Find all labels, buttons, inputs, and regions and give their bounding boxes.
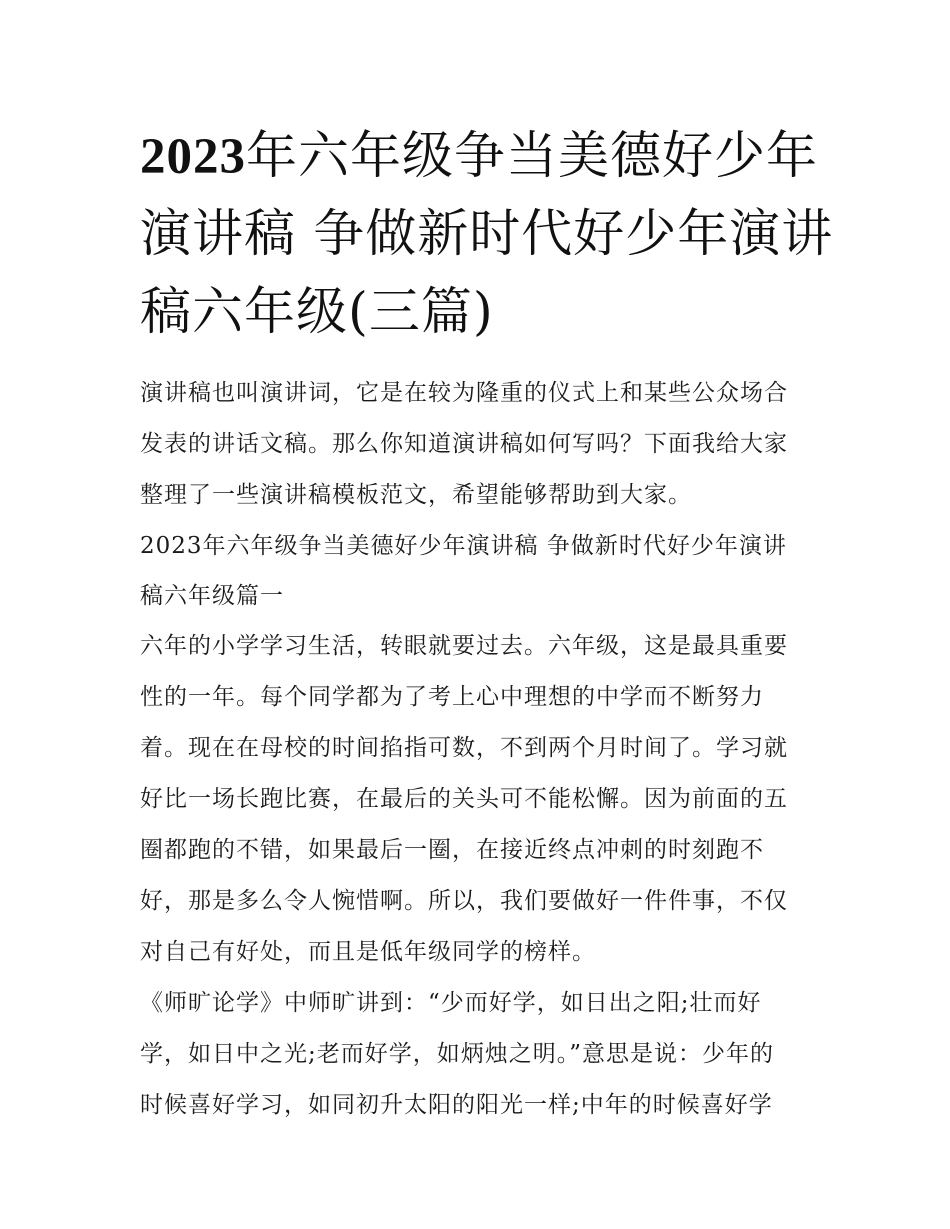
title-line-1-text: 年六年级争当美德好少年 xyxy=(246,127,819,186)
paragraph-line: 着。现在在母校的时间掐指可数，不到两个月时间了。学习就 xyxy=(140,735,788,761)
paragraph-line: 学，如日中之光;老而好学，如炳烛之明。”意思是说：少年的 xyxy=(140,1041,775,1067)
title-line-1 xyxy=(140,118,819,196)
intro-line: 发表的讲话文稿。那么你知道演讲稿如何写吗？下面我给大家 xyxy=(140,431,788,457)
document-title xyxy=(140,118,834,352)
document-page xyxy=(140,118,834,1131)
body-paragraph-1 xyxy=(140,621,815,978)
paragraph-line: 性的一年。每个同学都为了考上心中理想的中学而不断努力 xyxy=(140,684,764,710)
body-paragraph-2 xyxy=(140,978,815,1131)
paragraph-line: 好比一场长跑比赛，在最后的关头可不能松懈。因为前面的五 xyxy=(140,786,788,812)
paragraph-line: 圈都跑的不错，如果最后一圈，在接近终点冲刺的时刻跑不 xyxy=(140,837,764,863)
title-line-2: 演讲稿 争做新时代好少年演讲 xyxy=(140,205,834,264)
section-heading xyxy=(140,521,815,621)
intro-line: 整理了一些演讲稿模板范文，希望能够帮助到大家。 xyxy=(140,482,692,508)
title-line-3: 稿六年级(三篇) xyxy=(140,283,494,342)
intro-paragraph xyxy=(140,368,815,521)
document-body xyxy=(140,368,815,1131)
intro-line: 演讲稿也叫演讲词，它是在较为隆重的仪式上和某些公众场合 xyxy=(140,380,788,406)
paragraph-line: 六年的小学学习生活，转眼就要过去。六年级，这是最具重要 xyxy=(140,633,788,659)
paragraph-line: 对自己有好处，而且是低年级同学的榜样。 xyxy=(140,939,596,965)
section-heading-line: 稿六年级篇一 xyxy=(140,583,284,609)
section-heading-line: 2023年六年级争当美德好少年演讲稿 争做新时代好少年演讲 xyxy=(140,533,787,559)
paragraph-line: 《师旷论学》中师旷讲到：“少而好学，如日出之阳;壮而好 xyxy=(140,990,762,1016)
paragraph-line: 好，那是多么令人惋惜啊。所以，我们要做好一件件事，不仅 xyxy=(140,888,788,914)
title-year: 2023 xyxy=(140,129,246,185)
paragraph-line: 时候喜好学习，如同初升太阳的阳光一样;中年的时候喜好学 xyxy=(140,1092,773,1118)
